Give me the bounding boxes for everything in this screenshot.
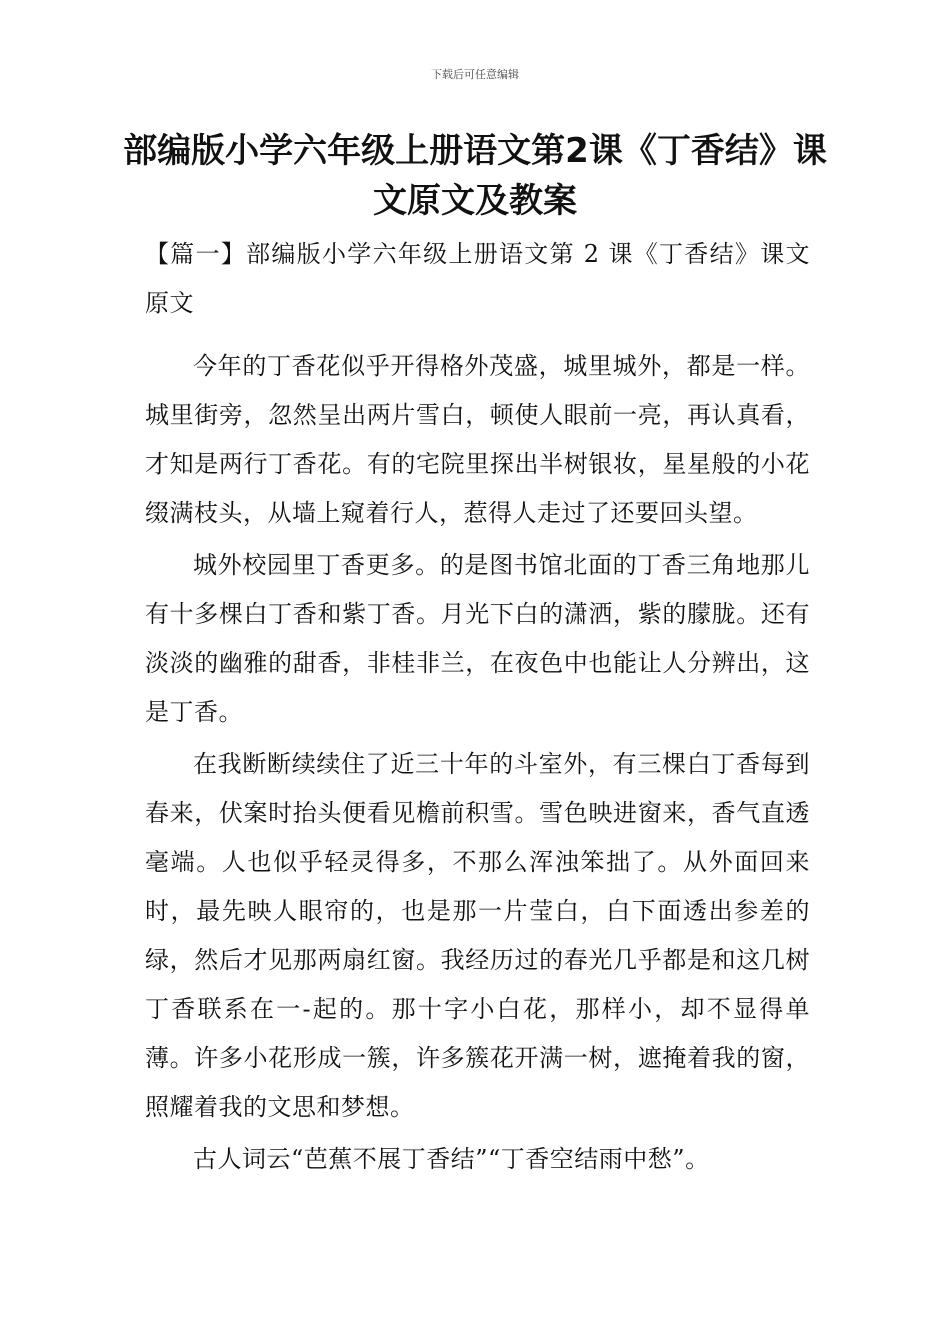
paragraph-2: 城外校园里丁香更多。的是图书馆北面的丁香三角地那儿有十多棵白丁香和紫丁香。月光下白的潇洒，紫的朦胧。还有淡淡的幽雅的甜香，非桂非兰，在夜色中也能让人分辨出，这是丁香。 — [145, 551, 810, 726]
paragraph-4: 古人词云“芭蕉不展丁香结”“丁香空结雨中愁”。 — [193, 1145, 710, 1173]
paragraph-1: 今年的丁香花似乎开得格外茂盛，城里城外，都是一样。城里街旁，忽然呈出两片雪白，顿使人眼前一亮，再认真看，才知是两行丁香花。有的宅院里探出半树银妆，星星般的小花缀满枝头，从墙上窥着行人，惹得人走过了还要回头望。 — [145, 352, 810, 527]
document-body — [145, 230, 810, 1187]
section-subheading: 【篇一】部编版小学六年级上册语文第 2 课《丁香结》课文原文 — [145, 240, 810, 317]
paragraph-3: 在我断断续续住了近三十年的斗室外，有三棵白丁香每到春来，伏案时抬头便看见檐前积雪。雪色映进窗来，香气直透毫端。人也似乎轻灵得多，不那么浑浊笨拙了。从外面回来时，最先映人眼帘的，也是那一片莹白，白下面透出参差的绿，然后才见那两扇红窗。我经历过的春光几乎都是和这几树丁香联系在一-起的。那十字小白花，那样小，却不显得单薄。许多小花形成一簇，许多簇花开满一树，遮掩着我的窗，照耀着我的文思和梦想。 — [145, 750, 810, 1121]
document-title: 部编版小学六年级上册语文第2课《丁香结》课文原文及教案 — [123, 131, 827, 221]
header-note: 下载后可任意编辑 — [431, 68, 519, 81]
